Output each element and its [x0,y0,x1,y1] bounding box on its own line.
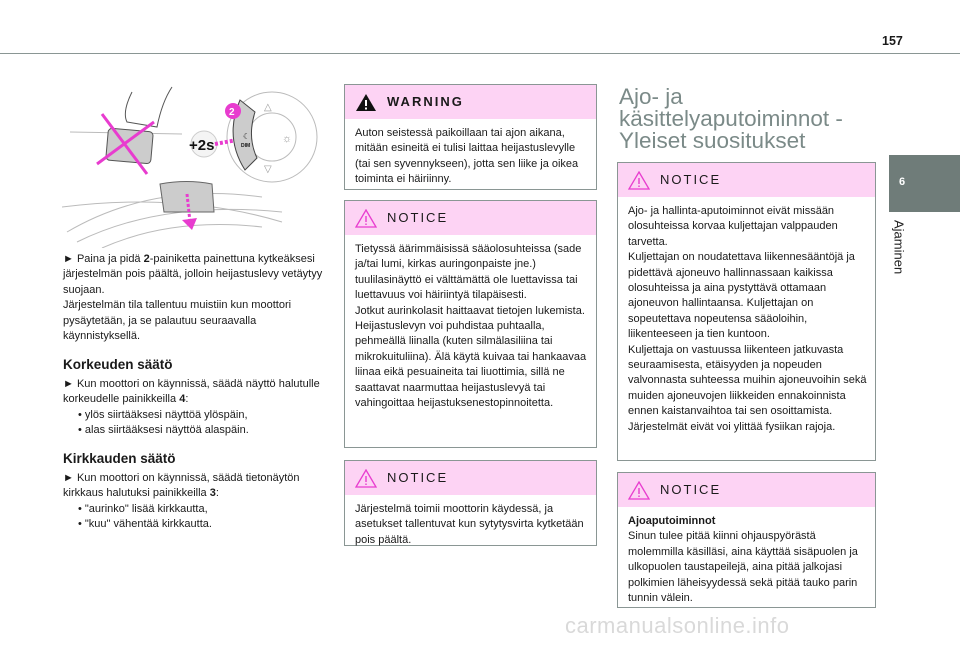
dim-button-label: DIM [241,143,251,149]
up-arrow-icon: △ [264,102,272,113]
notice-box-operation: NOTICE Järjestelmä toimii moottorin käydessä, ja asetukset tallentuvat kun sytytysvirta kytketään pois päältä. [344,460,597,546]
notice-icon [628,171,650,190]
heading-brightness: Kirkkauden säätö [63,451,176,467]
notice-icon [355,209,377,228]
section-title: Ajo- ja käsittelyaputoiminnot - Yleiset suositukset [619,84,843,153]
notice-box-driving: NOTICE Ajoaputoiminnot Sinun tulee pitää kiinni ohjauspyörästä molemmilla käsilläsi, aina käyttää sisäpuolen ja ulkopuolen taustapeilejä, aina pitää jalkojasi polkimien läheisyydessä sekä pitää tauko parin tunnin välein. [617,472,876,608]
timer-label: +2s [189,137,215,154]
warning-icon [355,93,377,112]
callout-number: 2 [229,107,235,118]
left-column: ► Paina ja pidä 2-painiketta painettuna kytkeäksesi järjestelmän pois päältä, jolloin heijastuslevy vetäytyy suojaan. Järjestelmän tila tallentuu muistiin kun moottori pysäytetään, ja se palautuu seuraavalla käynnistyksellä. Korkeuden säätö ► Kun moottori on käynnissä, säädä näyttö halutulle korkeudelle painikkeilla 4: • ylös siirtääksesi näyttöä ylöspäin, • alas siirtääksesi näyttöä alaspäin. Kirkkauden säätö ► Kun moottori on käynnissä, säädä tietonäytön kirkkaus halutuksi painikkeilla 3: • "aurinko" lisää kirkkautta, • "kuu" vähentää kirkkautta. [63,252,333,533]
notice-icon [628,481,650,500]
chapter-tab[interactable]: 6 [889,155,960,212]
hud-illustration [62,82,328,248]
down-arrow-icon: ▽ [264,164,272,175]
notice-icon [355,469,377,488]
notice-box-assist: NOTICE Ajo- ja hallinta-aputoiminnot eivät missään olosuhteissa korvaa kuljettajan valppauden tarvetta. Kuljettajan on noudatettava liikennesääntöjä ja pidettävä ajoneuvo hallinnassaan kaikissa olosuhteissa ja aina pystyttävä ottamaan ajoneuvon hallintaansa. Kuljettajan on sopeutettava nopeutensa sääoloihin, liikenteeseen ja tien kuntoon. Kuljettaja on vastuussa liikenteen jatkuvasta seuraamisesta, etäisyyden ja nopeuden valvonnasta suhteessa muihin ajoneuvoihin sekä muiden ajoneuvojen liikkeiden ennakoinnista ennen kaistanvaihtoa tai sen osoittamista. Järjestelmät eivät voi ylittää fysiikan rajoja. [617,162,876,461]
sun-icon: ☼ [282,133,293,145]
chapter-title: Ajaminen [891,220,907,275]
warning-box: WARNING Auton seistessä paikoillaan tai ajon aikana, mitään esineitä ei tulisi laittaa heijastuslevylle (tai sen syvennykseen), jotta sen liike ja oikea toiminta ei häiriinny. [344,84,597,190]
header-rule [0,53,960,54]
page-number: 157 [882,34,903,48]
moon-icon: ☾ [243,132,251,141]
notice-box-conditions: NOTICE Tietyssä äärimmäisissä sääolosuhteissa (sade ja/tai lumi, kirkas auringonpaiste jne.) tuulilasinäyttö ei välttämättä ole luettavissa tai luettavuus voi häiriintyä tilapäisesti. Jotkut aurinkolasit haittaavat tietojen lukemista. Heijastuslevyn voi puhdistaa puhtaalla, pehmeällä liinalla (kuten silmälasiliina tai mikrokuituliina). Älä käytä kuivaa tai hankaavaa liinaa eikä pesuaineita tai liuottimia, sillä ne saattavat naarmuttaa heijastuslevyä tai vahingoittaa heijastuksenestopinnoitetta. [344,200,597,448]
heading-height: Korkeuden säätö [63,357,173,373]
watermark: carmanualsonline.info [565,613,790,638]
